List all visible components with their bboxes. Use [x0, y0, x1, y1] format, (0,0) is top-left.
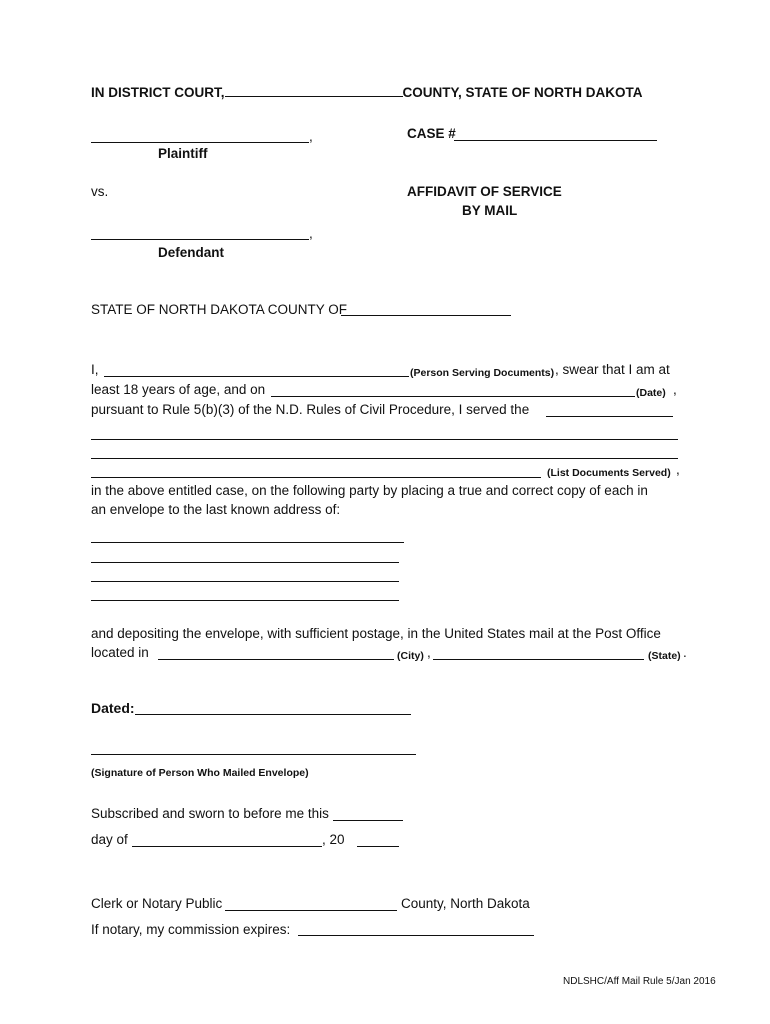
date-label: (Date): [636, 387, 666, 399]
day-blank[interactable]: [333, 820, 403, 821]
venue-text: STATE OF NORTH DAKOTA COUNTY OF: [91, 302, 348, 317]
list-documents-comma: ,: [676, 462, 680, 477]
date-comma: ,: [673, 382, 677, 397]
address-blank-3[interactable]: [91, 581, 399, 582]
defendant-blank[interactable]: [91, 239, 309, 240]
plaintiff-label: Plaintiff: [158, 146, 208, 161]
state-period: .: [683, 645, 687, 660]
commission-text: If notary, my commission expires:: [91, 922, 291, 937]
venue-county-blank[interactable]: [341, 315, 511, 316]
party-text-line1: in the above entitled case, on the following party by placing a true and correct copy of each in: [91, 483, 648, 498]
documents-served-blank-2[interactable]: [91, 439, 678, 440]
form-id: NDLSHC/Aff Mail Rule 5/Jan 2016: [563, 976, 716, 987]
rule-text: pursuant to Rule 5(b)(3) of the N.D. Rules of Civil Procedure, I served the: [91, 402, 530, 417]
court-header: [91, 84, 643, 101]
day-of-text: day of: [91, 832, 128, 847]
list-documents-label: (List Documents Served): [547, 467, 671, 479]
dated-label: Dated:: [91, 700, 135, 716]
defendant-label: Defendant: [158, 245, 225, 260]
document-title-line1: AFFIDAVIT OF SERVICE: [407, 184, 562, 199]
swear-text: , swear that I am at: [555, 362, 670, 377]
plaintiff-blank[interactable]: [91, 142, 309, 143]
commission-expires-blank[interactable]: [298, 935, 534, 936]
clerk-county-blank[interactable]: [225, 910, 397, 911]
person-serving-label: (Person Serving Documents): [410, 367, 555, 379]
person-serving-blank[interactable]: [104, 376, 409, 377]
i-prefix: I,: [91, 362, 99, 377]
located-in-text: located in: [91, 645, 149, 660]
county-blank[interactable]: [225, 84, 403, 97]
city-comma: ,: [427, 645, 431, 660]
documents-served-blank-1[interactable]: [546, 416, 673, 417]
defendant-comma: ,: [309, 226, 313, 241]
document-title-line2: BY MAIL: [462, 203, 518, 218]
documents-served-blank-4[interactable]: [91, 477, 541, 478]
plaintiff-comma: ,: [309, 129, 313, 144]
documents-served-blank-3[interactable]: [91, 458, 678, 459]
address-blank-1[interactable]: [91, 542, 404, 543]
state-label: (State): [648, 650, 681, 662]
year-prefix: , 20: [322, 832, 345, 847]
signature-blank[interactable]: [91, 754, 416, 755]
case-number-label: CASE #: [407, 126, 456, 141]
month-blank[interactable]: [132, 846, 322, 847]
age-text: least 18 years of age, and on: [91, 382, 266, 397]
case-number-blank[interactable]: [454, 140, 657, 141]
deposit-text-line1: and depositing the envelope, with sufficient postage, in the United States mail at the Post Office: [91, 626, 661, 641]
versus-text: vs.: [91, 184, 109, 199]
county-nd-text: County, North Dakota: [401, 896, 530, 911]
subscribed-text: Subscribed and sworn to before me this: [91, 806, 329, 821]
service-date-blank[interactable]: [271, 396, 635, 397]
court-prefix: IN DISTRICT COURT,: [91, 85, 225, 100]
dated-blank[interactable]: [135, 714, 411, 715]
state-blank[interactable]: [433, 659, 644, 660]
city-label: (City): [397, 650, 424, 662]
party-text-line2: an envelope to the last known address of:: [91, 502, 341, 517]
address-blank-4[interactable]: [91, 600, 399, 601]
clerk-text: Clerk or Notary Public: [91, 896, 223, 911]
court-suffix: COUNTY, STATE OF NORTH DAKOTA: [402, 85, 643, 100]
city-blank[interactable]: [158, 659, 394, 660]
signature-label: (Signature of Person Who Mailed Envelope): [91, 767, 309, 779]
address-blank-2[interactable]: [91, 562, 399, 563]
year-blank[interactable]: [357, 846, 399, 847]
